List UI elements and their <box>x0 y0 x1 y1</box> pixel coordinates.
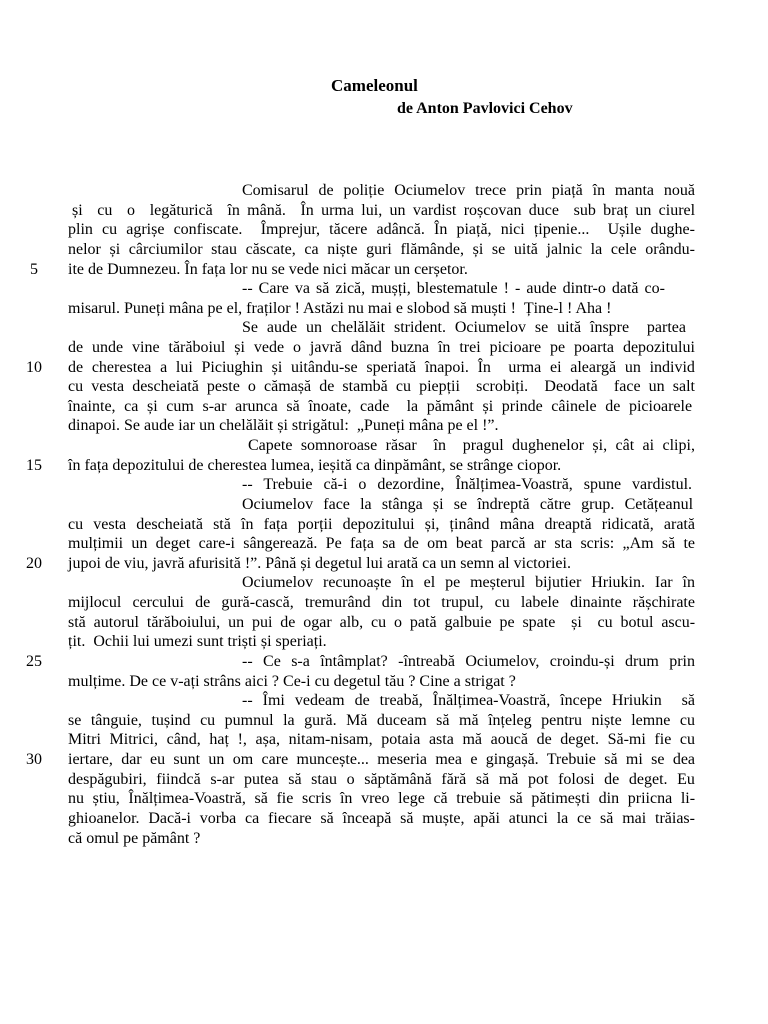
text-line: -- Îmi vedeam de treabă, Înălțimea-Voastră, începe Hriukin să <box>242 692 696 710</box>
text-line: Ociumelov recunoaște în el pe meșterul bijutier Hriukin. Iar în <box>242 574 695 592</box>
text-line: nu știu, Înălțimea-Voastră, să fie scris în vreo lege că trebuie să pătimești din priicna li- <box>68 790 696 808</box>
text-line: Se aude un chelălăit strident. Ociumelov se uită înspre partea <box>242 319 686 337</box>
line-number: 5 <box>30 260 38 278</box>
author-line: de Anton Pavlovici Cehov <box>397 100 573 117</box>
line-number: 30 <box>26 751 42 768</box>
text-line: că omul pe pământ ? <box>68 829 201 847</box>
text-line: ghioanelor. Dacă-i vorba ca fiecare să înceapă să muște, apăi atunci la ce să mai trăias- <box>68 809 695 827</box>
text-line: despăgubiri, fiindcă s-ar putea să stau o săptămână fără să mă pot folosi de deget. Eu <box>68 770 695 788</box>
text-line: ite de Dumnezeu. În fața lor nu se vede nici măcar un cerșetor. <box>68 260 468 278</box>
text-line: Comisarul de poliție Ociumelov trece prin piață în manta nouă <box>242 182 695 199</box>
text-line: mulțime. De ce v-ați strâns aici ? Ce-i cu degetul tău ? Cine a strigat ? <box>68 672 516 690</box>
text-line: se tânguie, tușind cu pumnul la gură. Mă duceam să mă înțeleg pentru niște lemne cu <box>68 711 695 729</box>
text-line: jupoi de viu, javră afurisită !”. Până și degetul lui arată ca un semn al victoriei. <box>68 554 571 572</box>
text-line: mulțimii un deget care-i sângerează. Pe fața sa de om beat parcă ar sta scris: „Am să te <box>68 535 696 553</box>
text-line: misarul. Puneți mâna pe el, fraților ! Astăzi nu mai e slobod să muști ! Ține-l ! Aha ! <box>68 299 612 317</box>
text-line: Mitri Mitrici, când, haț !, așa, nitam-nisam, potaia asta mă aoucă de deget. Să-mi fie cu <box>68 731 696 749</box>
text-line: nelor și cârciumilor stau căscate, ca niște guri flămânde, și se uită jalnic la cele orându- <box>68 240 695 258</box>
text-line: înainte, ca și cum s-ar arunca să înoate, cade la pământ și prinde câinele de picioarele <box>68 397 693 415</box>
line-number: 25 <box>26 652 42 670</box>
text-line: cu vesta descheiată stă în fața porții depozitului și, ținând mâna dreaptă ridicată, arată <box>68 515 695 533</box>
text-line: de unde vine tărăboiul și vede o javră dând buzna în trei picioare pe poarta depozitului <box>68 339 695 356</box>
text-line: -- Care va să zică, mușți, blestematule ! - aude dintr-o dată co- <box>242 280 665 298</box>
text-line: mijlocul cercului de gură-cască, tremurând din tot trupul, cu labele dinainte rășchirate <box>68 594 695 611</box>
text-line: în fața depozitului de cherestea lumea, ieșită ca dinpământ, se strânge ciopor. <box>68 456 562 474</box>
text-line: stă autorul tărăboiului, un pui de ogar alb, cu o pată galbuie pe spate și cu botul ascu- <box>68 613 696 631</box>
document-title: Cameleonul <box>331 76 418 95</box>
text-line: plin cu agrișe confiscate. Împrejur, tăcere adâncă. În piață, nici țipenie... Ușile dughe- <box>68 221 695 239</box>
line-number: 20 <box>26 554 42 572</box>
text-line: -- Trebuie că-i o dezordine, Înălțimea-Voastră, spune vardistul. <box>242 476 693 494</box>
line-number: 10 <box>26 358 42 376</box>
text-line: dinapoi. Se aude iar un chelălăit și strigătul: „Puneți mâna pe el !”. <box>68 417 499 435</box>
text-line: Ociumelov face la stânga și se îndreptă către grup. Cetățeanul <box>242 495 694 513</box>
text-line: de cherestea a lui Piciughin și uitându-se speriată înapoi. În urma ei aleargă un individ <box>68 358 695 376</box>
text-line: țit. Ochii lui umezi sunt triști și speriați. <box>68 633 327 651</box>
text-line: Capete somnoroase răsar în pragul dughenelor și, cât ai clipi, <box>248 437 695 455</box>
line-number: 15 <box>26 456 42 474</box>
text-line: cu vesta descheiată peste o cămașă de stambă cu piepții scrobiți. Deodată face un salt <box>68 378 695 396</box>
text-line: iertare, dar eu sunt un om care muncește... meseria mea e gingașă. Trebuie să mi se dea <box>68 751 696 768</box>
text-line: și cu o legăturică în mână. În urma lui, un vardist roșcovan duce sub braț un ciurel <box>72 201 696 219</box>
text-line: -- Ce s-a întâmplat? -întreabă Ociumelov, croindu-și drum prin <box>242 652 695 670</box>
